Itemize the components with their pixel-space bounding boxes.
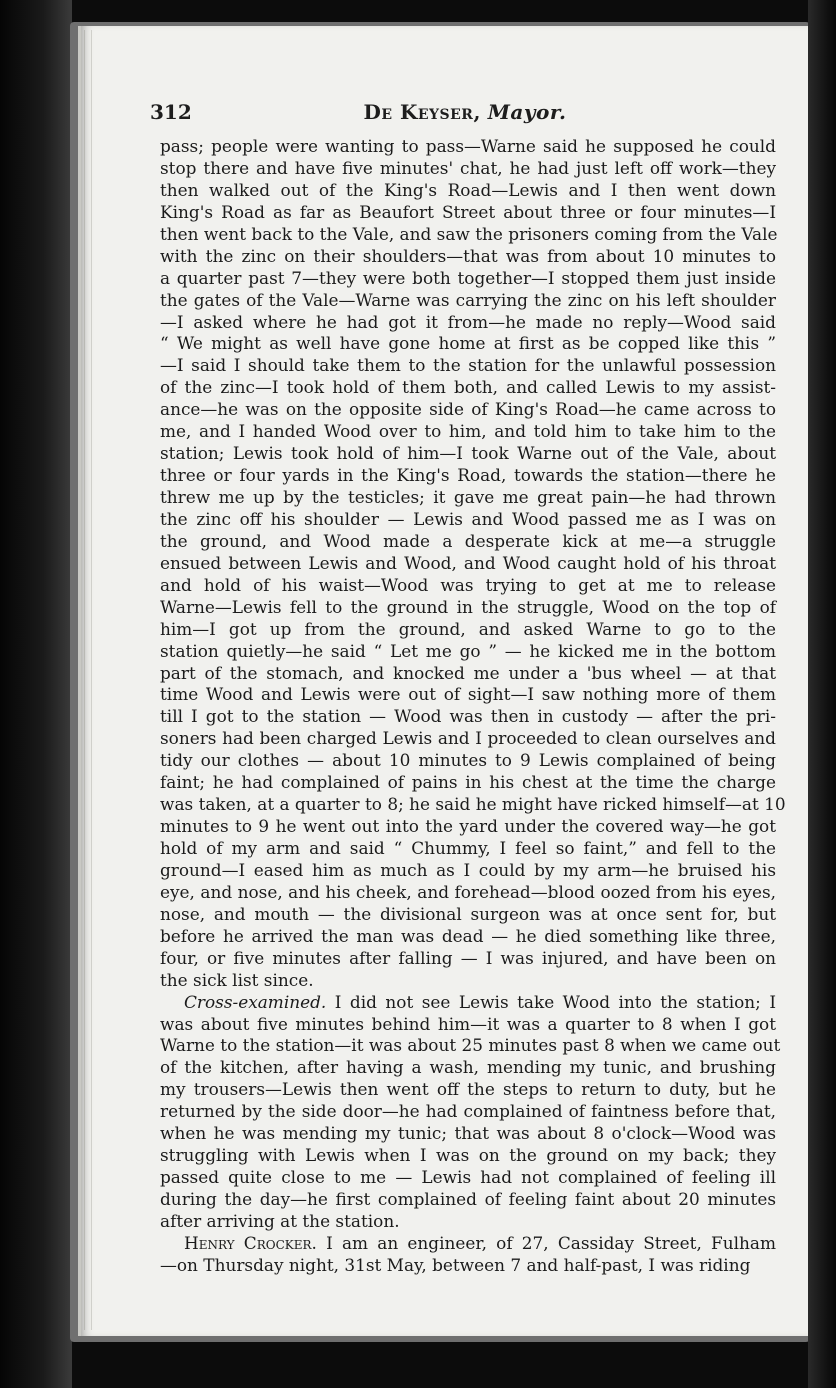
- line-text: my trousers—Lewis then went off the steps to return to duty, but he: [160, 1079, 776, 1100]
- line-text: —I said I should take them to the station for the unlawful possession: [160, 355, 776, 376]
- line-text: —on Thursday night, 31st May, between 7 and half-past, I was riding: [160, 1254, 751, 1275]
- text-line: [160, 224, 776, 246]
- text-line: [160, 992, 776, 1014]
- line-text: —I asked where he had got it from—he made no reply—Wood said: [160, 311, 776, 332]
- text-line: [160, 377, 776, 399]
- running-head-name: De Keyser,: [363, 100, 481, 124]
- line-text: passed quite close to me — Lewis had not complained of feeling ill: [160, 1167, 776, 1188]
- line-text: faint; he had complained of pains in his chest at the time the charge: [160, 772, 776, 793]
- text-line: [160, 421, 776, 443]
- line-text: eye, and nose, and his cheek, and forehead—blood oozed from his eyes,: [160, 881, 776, 902]
- line-text: a quarter past 7—they were both together—I stopped them just inside: [160, 267, 776, 288]
- book-spine-shadow: [0, 0, 72, 1388]
- line-text: station quietly—he said “ Let me go ” — he kicked me in the bottom: [160, 640, 776, 661]
- line-text: the ground, and Wood made a desperate kick at me—a struggle: [160, 530, 776, 551]
- text-line: [160, 290, 776, 312]
- text-line: [160, 882, 776, 904]
- line-text: the zinc off his shoulder — Lewis and Wood passed me as I was on: [160, 508, 776, 529]
- paragraph: [160, 1233, 776, 1277]
- line-text: then walked out of the King's Road—Lewis and I then went down: [160, 179, 776, 200]
- text-line: [160, 772, 776, 794]
- text-line: [160, 926, 776, 948]
- line-text: nose, and mouth — the divisional surgeon was at once sent for, but: [160, 903, 776, 924]
- line-text: of the zinc—I took hold of them both, and called Lewis to my assist-: [160, 377, 776, 398]
- line-text: of the kitchen, after having a wash, mending my tunic, and brushing: [160, 1057, 776, 1078]
- line-text: part of the stomach, and knocked me under a 'bus wheel — at that: [160, 662, 776, 683]
- line-text: three or four yards in the King's Road, towards the station—there he: [160, 465, 776, 486]
- line-text: tidy our clothes — about 10 minutes to 9 Lewis complained of being: [160, 750, 776, 771]
- text-line: [160, 816, 776, 838]
- line-text: stop there and have five minutes' chat, he had just left off work—they: [160, 157, 776, 178]
- right-margin-shadow: [808, 0, 836, 1388]
- line-text: and hold of his waist—Wood was trying to get at me to release: [160, 574, 776, 595]
- line-text: “ We might as well have gone home at first as be copped like this ”: [160, 333, 776, 354]
- line-text: minutes to 9 he went out into the yard under the covered way—he got: [160, 816, 776, 837]
- line-text: him—I got up from the ground, and asked Warne to go to the: [160, 618, 776, 639]
- line-text: with the zinc on their shoulders—that was from about 10 minutes to: [160, 245, 776, 266]
- paragraph: [160, 136, 786, 992]
- text-line: [160, 1123, 776, 1145]
- line-text: me, and I handed Wood over to him, and told him to take him to the: [160, 421, 776, 442]
- line-text: then went back to the Vale, and saw the prisoners coming from the Vale: [160, 223, 778, 244]
- text-line: [160, 246, 776, 268]
- text-line: [160, 268, 776, 290]
- line-text: ground—I eased him as much as I could by my arm—he bruised his: [160, 859, 776, 880]
- text-line: [160, 136, 776, 158]
- text-line: [160, 794, 786, 816]
- page-body-text: [160, 136, 786, 1277]
- line-text: returned by the side door—he had complained of faintness before that,: [160, 1101, 776, 1122]
- line-text: Warne to the station—it was about 25 minutes past 8 when we came out: [160, 1035, 781, 1056]
- text-line: [160, 1101, 776, 1123]
- line-text: when he was mending my tunic; that was about 8 o'clock—Wood was: [160, 1123, 776, 1144]
- page-number: 312: [150, 100, 192, 124]
- text-line: [160, 619, 776, 641]
- cross-examined-label: Cross-examined.: [184, 991, 327, 1012]
- line-text: four, or five minutes after falling — I was injured, and have been on: [160, 947, 776, 968]
- line-text: ensued between Lewis and Wood, and Wood caught hold of his throat: [160, 552, 776, 573]
- text-line: [160, 399, 776, 421]
- line-text: pass; people were wanting to pass—Warne said he supposed he could: [160, 136, 776, 156]
- text-line: [160, 597, 776, 619]
- text-line: [160, 1145, 776, 1167]
- text-line: [160, 1079, 776, 1101]
- line-text: struggling with Lewis when I was on the ground on my back; they: [160, 1145, 776, 1166]
- running-head: [150, 100, 780, 124]
- line-text: soners had been charged Lewis and I proceeded to clean ourselves and: [160, 728, 776, 749]
- text-line: [160, 333, 776, 355]
- line-text: after arriving at the station.: [160, 1210, 400, 1231]
- text-line: [160, 904, 776, 926]
- text-line: [160, 158, 776, 180]
- line-text: till I got to the station — Wood was then in custody — after the pri-: [160, 706, 776, 727]
- text-line: [160, 641, 776, 663]
- line-text: I did not see Lewis take Wood into the station; I: [334, 991, 776, 1012]
- text-line: [160, 970, 776, 992]
- line-text: Warne—Lewis fell to the ground in the struggle, Wood on the top of: [160, 596, 776, 617]
- text-line: [160, 838, 776, 860]
- line-text: time Wood and Lewis were out of sight—I saw nothing more of them: [160, 684, 776, 705]
- text-line: [160, 531, 776, 553]
- text-line: [160, 684, 776, 706]
- text-line: [160, 1167, 776, 1189]
- text-line: [160, 487, 776, 509]
- text-line: [160, 180, 776, 202]
- line-text: I am an engineer, of 27, Cassiday Street, Fulham: [326, 1232, 776, 1253]
- text-line: [160, 443, 776, 465]
- paragraph: [160, 991, 781, 1233]
- line-text: station; Lewis took hold of him—I took Warne out of the Vale, about: [160, 443, 776, 464]
- running-head-title: Mayor.: [487, 100, 567, 124]
- line-text: King's Road as far as Beaufort Street about three or four minutes—I: [160, 201, 776, 222]
- page-header: [150, 100, 780, 134]
- witness-name: Henry Crocker.: [184, 1232, 317, 1253]
- text-line: [160, 1211, 776, 1233]
- text-line: [160, 663, 776, 685]
- text-line: [160, 728, 776, 750]
- line-text: threw me up by the testicles; it gave me great pain—he had thrown: [160, 487, 776, 507]
- text-line: [160, 1189, 776, 1211]
- line-text: the gates of the Vale—Warne was carrying the zinc on his left shoulder: [160, 289, 776, 310]
- line-text: the sick list since.: [160, 969, 314, 990]
- text-line: [160, 1035, 781, 1057]
- text-line: [160, 948, 776, 970]
- line-text: before he arrived the man was dead — he died something like three,: [160, 925, 776, 946]
- text-line: [160, 750, 776, 772]
- line-text: ance—he was on the opposite side of King's Road—he came across to: [160, 399, 776, 420]
- page-edge-lines: [84, 30, 92, 1330]
- text-line: [160, 202, 776, 224]
- text-line: [160, 355, 776, 377]
- text-line: [160, 509, 776, 531]
- text-line: [160, 860, 776, 882]
- text-line: [160, 1255, 776, 1277]
- line-text: during the day—he first complained of feeling faint about 20 minutes: [160, 1189, 776, 1209]
- line-text: was taken, at a quarter to 8; he said he might have ricked himself—at 10: [160, 794, 786, 815]
- text-line: [160, 575, 776, 597]
- text-line: [160, 706, 776, 728]
- text-line: [160, 553, 776, 575]
- text-line: [160, 1233, 776, 1255]
- text-line: [160, 465, 776, 487]
- line-text: was about five minutes behind him—it was a quarter to 8 when I got: [160, 1013, 776, 1034]
- text-line: [160, 312, 776, 334]
- text-line: [160, 1057, 776, 1079]
- line-text: hold of my arm and said “ Chummy, I feel so faint,” and fell to the: [160, 838, 776, 858]
- text-line: [160, 1014, 776, 1036]
